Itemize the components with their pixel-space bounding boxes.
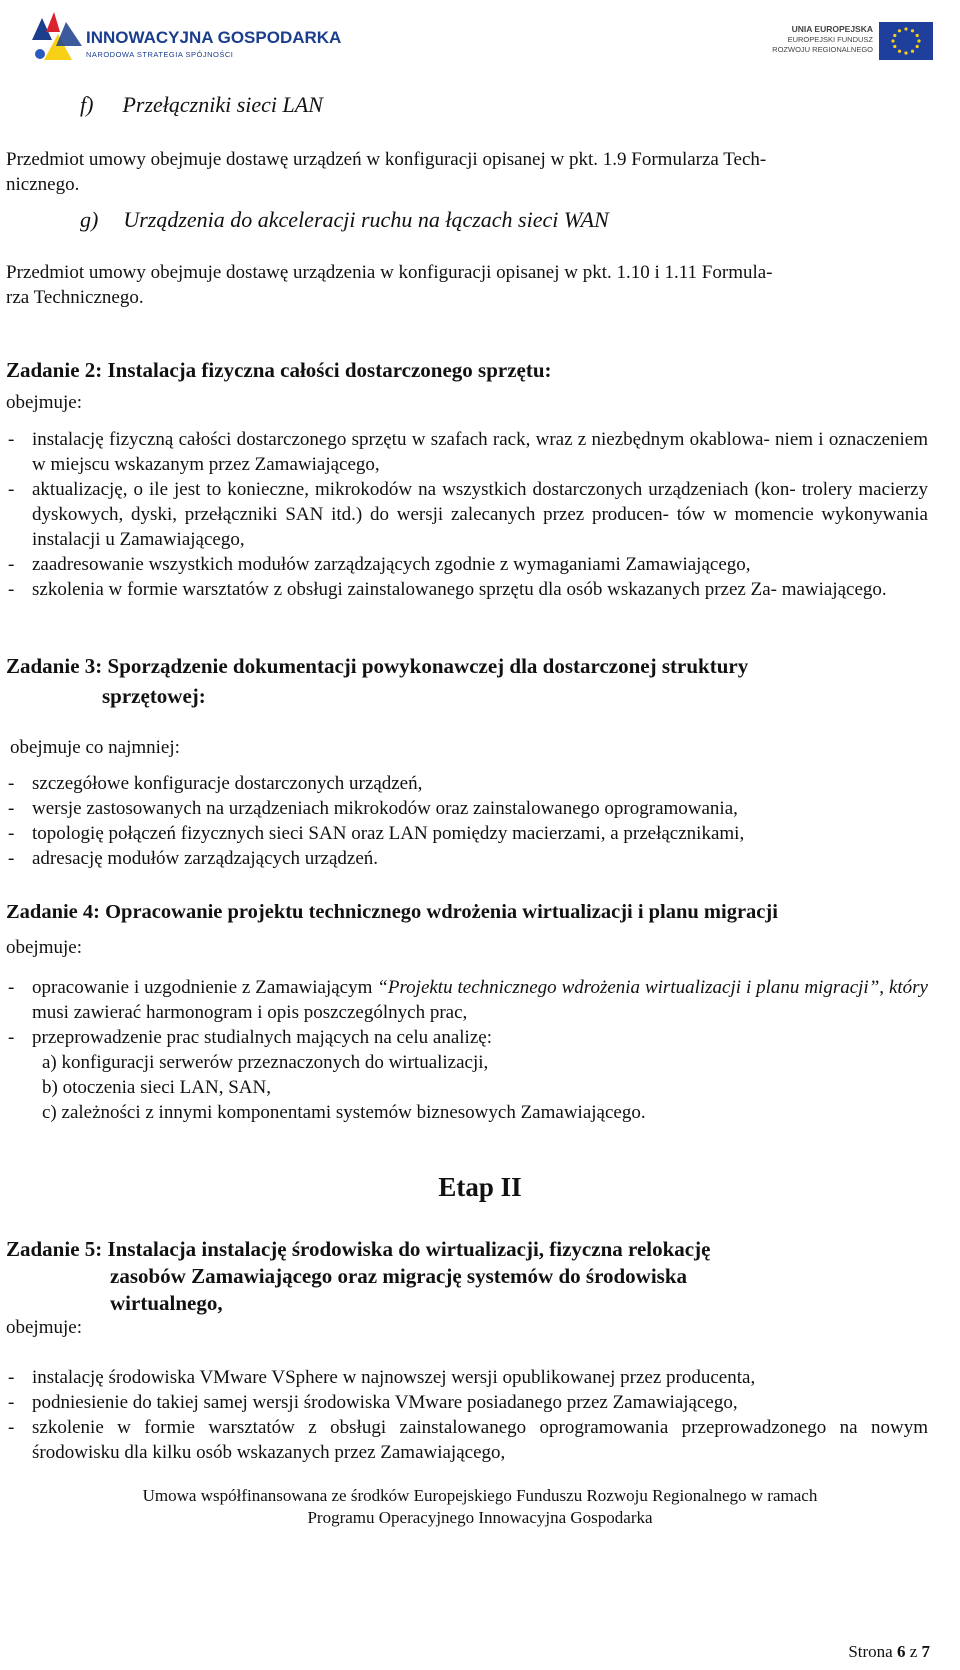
- zadanie4-item-1: - opracowanie i uzgodnienie z Zamawiającym “Projektu technicznego wdrożenia wirtualizacji i planu migracji”, który musi zawierać harmonogram i opis poszczególnych prac,: [8, 977, 928, 1023]
- eu-flag-icon: [879, 22, 933, 60]
- zadanie5-intro: obejmuje:: [6, 1317, 82, 1338]
- section-g-text-line1: Przedmiot umowy obejmuje dostawę urządzenia w konfiguracji opisanej w pkt. 1.10 i 1.11 Formula-: [6, 262, 773, 283]
- page-number: [848, 1642, 930, 1662]
- zadanie5-heading-line3: wirtualnego,: [110, 1291, 223, 1315]
- innowacyjna-gospodarka-logo: [28, 10, 342, 68]
- zadanie2-item-4-text: szkolenia w formie warsztatów z obsługi zainstalowanego sprzętu dla osób wskazanych przez Za- mawiającego.: [32, 579, 887, 600]
- ig-logo-title: INNOWACYJNA GOSPODARKA: [86, 28, 342, 47]
- etap-title: Etap II: [438, 1172, 522, 1202]
- zadanie3-item-4-text: adresację modułów zarządzających urządzeń.: [32, 848, 379, 869]
- zadanie2-item-4: - szkolenia w formie warsztatów z obsługi zainstalowanego sprzętu dla osób wskazanych przez Za- mawiającego.: [8, 577, 928, 602]
- zadanie4-item-2: - przeprowadzenie prac studialnych mających na celu analizę:: [8, 1025, 928, 1050]
- page-number-sep: z: [905, 1642, 922, 1661]
- zadanie2-intro: obejmuje:: [6, 392, 82, 413]
- zadanie3-item-2: - wersje zastosowanych na urządzeniach mikrokodów oraz zainstalowanego oprogramowania,: [8, 796, 928, 821]
- eu-logo-line2: EUROPEJSKI FUNDUSZ: [787, 35, 873, 44]
- page-number-total: 7: [921, 1642, 930, 1661]
- section-g-title: Urządzenia do akceleracji ruchu na łączach sieci WAN: [123, 207, 609, 232]
- section-f-text-line2: nicznego.: [6, 174, 80, 195]
- section-f-text-line1: Przedmiot umowy obejmuje dostawę urządzeń w konfiguracji opisanej w pkt. 1.9 Formularza Tech-: [6, 149, 767, 170]
- zadanie2-item-3-text: zaadresowanie wszystkich modułów zarządzających zgodnie z wymaganiami Zamawiającego,: [32, 554, 751, 575]
- footer-line2: Programu Operacyjnego Innowacyjna Gospodarka: [307, 1508, 653, 1527]
- zadanie3-heading-line2: sprzętowej:: [102, 684, 206, 708]
- zadanie5-item-1: - instalację środowiska VMware VSphere w najnowszej wersji opublikowanej przez producenta,: [8, 1365, 928, 1390]
- footer-line1: Umowa współfinansowana ze środków Europejskiego Funduszu Rozwoju Regionalnego w ramach: [142, 1486, 818, 1505]
- zadanie5-heading-line2: zasobów Zamawiającego oraz migrację systemów do środowiska: [110, 1264, 688, 1288]
- section-f-heading: [80, 92, 323, 118]
- zadanie3-item-3-text: topologię połączeń fizycznych sieci SAN oraz LAN pomiędzy macierzami, a przełącznikami,: [32, 823, 745, 844]
- zadanie2-item-1-text: instalację fizyczną całości dostarczonego sprzętu w szafach rack, wraz z niezbędnym okablowa- niem i oznaczeniem w miejscu wskazanym przez Zamawiającego,: [32, 429, 928, 475]
- zadanie3-intro: obejmuje co najmniej:: [10, 737, 180, 758]
- page-number-prefix: Strona: [848, 1642, 897, 1661]
- eu-logo-line1: UNIA EUROPEJSKA: [791, 24, 873, 34]
- eu-logo: [755, 22, 935, 62]
- section-g-heading: [80, 207, 609, 233]
- section-g-label: g): [80, 207, 99, 232]
- zadanie3-item-2-text: wersje zastosowanych na urządzeniach mikrokodów oraz zainstalowanego oprogramowania,: [32, 798, 738, 819]
- eu-logo-line3: ROZWOJU REGIONALNEGO: [772, 45, 873, 54]
- zadanie5-heading-line1: Zadanie 5: Instalacja instalację środowiska do wirtualizacji, fizyczna relokację: [6, 1237, 711, 1261]
- zadanie2-heading: Zadanie 2: Instalacja fizyczna całości dostarczonego sprzętu:: [6, 358, 552, 382]
- zadanie4-subitem-b: b) otoczenia sieci LAN, SAN,: [42, 1077, 271, 1098]
- section-f-title: Przełączniki sieci LAN: [122, 92, 323, 117]
- zadanie2-item-2: - aktualizację, o ile jest to konieczne, mikrokodów na wszystkich dostarczonych urządzeniach (kon- trolery macierzy dyskowych, dyski, przełączniki SAN itd.) do wersji zalecanych przez producen- tów w momencie wykonywania instalacji u Zamawiającego,: [8, 479, 928, 550]
- zadanie5-item-2: - podniesienie do takiej samej wersji środowiska VMware posiadanego przez Zamawiającego,: [8, 1390, 928, 1415]
- zadanie3-item-1: - szczegółowe konfiguracje dostarczonych urządzeń,: [8, 771, 928, 796]
- zadanie5-item-1-text: instalację środowiska VMware VSphere w najnowszej wersji opublikowanej przez producenta,: [32, 1367, 756, 1388]
- zadanie4-intro: obejmuje:: [6, 937, 82, 958]
- zadanie4-item-1-italic: “Projektu technicznego wdrożenia wirtualizacji i planu migracji”, który: [377, 977, 928, 998]
- zadanie3-item-3: - topologię połączeń fizycznych sieci SAN oraz LAN pomiędzy macierzami, a przełącznikami,: [8, 821, 928, 846]
- zadanie5-item-3-text: szkolenie w formie warsztatów z obsługi zainstalowanego oprogramowania przeprowadzonego na nowym środowisku dla kilku osób wskazanych przez Zamawiającego,: [32, 1417, 928, 1463]
- zadanie5-item-3: - szkolenie w formie warsztatów z obsługi zainstalowanego oprogramowania przeprowadzonego na nowym środowisku dla kilku osób wskazanych przez Zamawiającego,: [8, 1417, 928, 1463]
- ig-logo-subtitle: NARODOWA STRATEGIA SPÓJNOŚCI: [86, 50, 234, 59]
- section-g-text: [6, 260, 936, 310]
- zadanie3-item-1-text: szczegółowe konfiguracje dostarczonych urządzeń,: [32, 773, 423, 794]
- zadanie2-item-1: - instalację fizyczną całości dostarczonego sprzętu w szafach rack, wraz z niezbędnym okablowa- niem i oznaczeniem w miejscu wskazanym przez Zamawiającego,: [8, 429, 928, 475]
- zadanie4-heading: Zadanie 4: Opracowanie projektu technicznego wdrożenia wirtualizacji i planu migracji: [6, 901, 778, 923]
- zadanie4-subitem-c: c) zależności z innymi komponentami systemów biznesowych Zamawiającego.: [42, 1102, 646, 1123]
- zadanie2-item-3: - zaadresowanie wszystkich modułów zarządzających zgodnie z wymaganiami Zamawiającego,: [8, 552, 928, 577]
- zadanie4-item-1-suffix: musi zawierać harmonogram i opis poszczególnych prac,: [32, 1002, 468, 1023]
- ig-logo-mark-icon: [28, 10, 88, 68]
- zadanie3-heading-line1: Zadanie 3: Sporządzenie dokumentacji powykonawczej dla dostarczonej struktury: [6, 654, 749, 678]
- zadanie4-item-1-prefix: opracowanie i uzgodnienie z Zamawiającym: [32, 977, 378, 998]
- page-number-current: 6: [896, 1642, 906, 1661]
- section-f-text: [6, 147, 936, 197]
- zadanie2-item-2-text: aktualizację, o ile jest to konieczne, mikrokodów na wszystkich dostarczonych urządzeniach (kon- trolery macierzy dyskowych, dyski, przełączniki SAN itd.) do wersji zalecanych przez producen- tów w momencie wykonywania instalacji u Zamawiającego,: [32, 479, 928, 550]
- zadanie4-subitem-a: a) konfiguracji serwerów przeznaczonych do wirtualizacji,: [42, 1052, 489, 1073]
- zadanie4-item-2-text: przeprowadzenie prac studialnych mających na celu analizę:: [32, 1027, 492, 1048]
- section-g-text-line2: rza Technicznego.: [6, 287, 144, 308]
- zadanie5-item-2-text: podniesienie do takiej samej wersji środowiska VMware posiadanego przez Zamawiającego,: [32, 1392, 738, 1413]
- zadanie3-item-4: - adresację modułów zarządzających urządzeń.: [8, 846, 928, 871]
- section-f-label: f): [80, 92, 94, 117]
